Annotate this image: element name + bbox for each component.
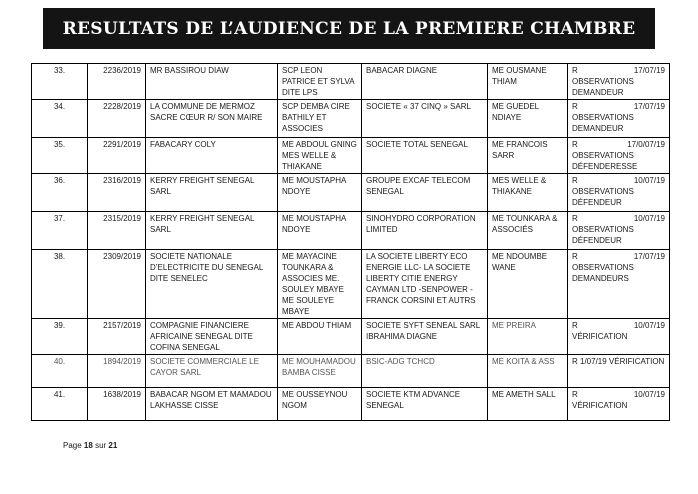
decision-cell [568,355,670,388]
decision-note: VÉRIFICATION [572,332,628,341]
row-number: 41. [32,388,88,421]
decision-prefix: R [572,252,578,261]
decision-cell [568,388,670,421]
decision-date: 10/07/19 [633,321,665,330]
decision-cell [568,212,670,250]
page-banner [43,8,655,49]
decision-cell [568,64,670,100]
table-row [32,174,670,212]
table-row [32,138,670,174]
defendant-counsel: MES WELLE & THIAKANE [488,174,568,212]
footer-page-word: Page [63,441,82,450]
plaintiff-counsel: ME MOUHAMADOU BAMBA CISSE [278,355,362,388]
plaintiff-counsel: SCP DEMBA CIRE BATHILY ET ASSOCIES [278,100,362,138]
decision-date: 17/07/19 [633,66,665,75]
decision-prefix: R [572,102,578,111]
footer-page-total: 21 [108,441,118,450]
decision-note: OBSERVATIONS DEMANDEUR [572,113,634,133]
decision-cell [568,174,670,212]
decision-prefix: R [572,390,578,399]
row-number: 37. [32,212,88,250]
case-number: 2291/2019 [88,138,146,174]
decision-cell [568,319,670,355]
decision-date: 17/0/07/19 [627,140,665,149]
footer-page-current: 18 [83,441,93,450]
decision-date: 10/07/19 [633,390,665,399]
plaintiff: MR BASSIROU DIAW [146,64,278,100]
decision-prefix: R [572,140,578,149]
plaintiff: SOCIETE NATIONALE D’ELECTRICITE DU SENEGAL DITE SENELEC [146,250,278,319]
page-footer [63,441,117,450]
decision-date: 17/07/19 [633,252,665,261]
case-number: 1638/2019 [88,388,146,421]
plaintiff: SOCIETE COMMERCIALE LE CAYOR SARL [146,355,278,388]
table-row [32,250,670,319]
row-number: 33. [32,64,88,100]
case-number: 1894/2019 [88,355,146,388]
table-row [32,100,670,138]
plaintiff-counsel: ME MOUSTAPHA NDOYE [278,212,362,250]
decision-date: 17/07/19 [633,102,665,111]
defendant-counsel: ME FRANCOIS SARR [488,138,568,174]
table-row [32,319,670,355]
plaintiff: KERRY FREIGHT SENEGAL SARL [146,212,278,250]
defendant: GROUPE EXCAF TELECOM SENEGAL [362,174,488,212]
case-number: 2316/2019 [88,174,146,212]
decision-prefix: R [572,66,578,75]
plaintiff: KERRY FREIGHT SENEGAL SARL [146,174,278,212]
plaintiff-counsel: ME ABDOU THIAM [278,319,362,355]
decision-note: OBSERVATIONS DÉFENDERESSE [572,151,638,171]
plaintiff: FABACARY COLY [146,138,278,174]
row-number: 34. [32,100,88,138]
decision-note: R 1/07/19 VÉRIFICATION [572,357,665,366]
decision-note: VÉRIFICATION [572,401,628,410]
table-row [32,212,670,250]
decision-prefix: R [572,214,578,223]
page-title: RESULTATS DE L’AUDIENCE DE LA PREMIERE CHAMBRE [62,18,636,39]
defendant-counsel: ME TOUNKARA & ASSOCIÉS [488,212,568,250]
case-number: 2236/2019 [88,64,146,100]
decision-cell [568,250,670,319]
decision-prefix: R [572,176,578,185]
table-row [32,64,670,100]
defendant: SOCIETE SYFT SENEAL SARL IBRAHIMA DIAGNE [362,319,488,355]
plaintiff-counsel: ME ABDOUL GNING MES WELLE & THIAKANE [278,138,362,174]
table-row [32,355,670,388]
plaintiff-counsel: SCP LEON PATRICE ET SYLVA DITE LPS [278,64,362,100]
plaintiff-counsel: ME MOUSTAPHA NDOYE [278,174,362,212]
defendant: BABACAR DIAGNE [362,64,488,100]
table-row [32,388,670,421]
decision-note: OBSERVATIONS DÉFENDEUR [572,225,634,245]
defendant: LA SOCIETE LIBERTY ECO ENERGIE LLC- LA SOCIETE LIBERTY CITIE ENERGY CAYMAN LTD -SENPOWER -FRANCK CORSINI ET AUTRS [362,250,488,319]
defendant-counsel: ME GUEDEL NDIAYE [488,100,568,138]
decision-prefix: R [572,321,578,330]
plaintiff-counsel: ME MAYACINE TOUNKARA & ASSOCIES ME. SOULEY MBAYE ME SOULEYE MBAYE [278,250,362,319]
decision-note: OBSERVATIONS DÉFENDEUR [572,187,634,207]
defendant: BSIC-ADG TCHCD [362,355,488,388]
decision-date: 10/07/19 [633,214,665,223]
decision-cell [568,100,670,138]
case-number: 2309/2019 [88,250,146,319]
footer-sur-word: sur [95,441,107,450]
hearing-results-table [31,63,670,421]
plaintiff-counsel: ME OUSSEYNOU NGOM [278,388,362,421]
decision-cell [568,138,670,174]
row-number: 39. [32,319,88,355]
plaintiff: COMPAGNIE FINANCIERE AFRICAINE SENEGAL DITE COFINA SENEGAL [146,319,278,355]
case-number: 2315/2019 [88,212,146,250]
defendant: SOCIETE TOTAL SENEGAL [362,138,488,174]
row-number: 36. [32,174,88,212]
defendant-counsel: ME AMETH SALL [488,388,568,421]
decision-note: OBSERVATIONS DEMANDEURS [572,263,634,283]
case-number: 2157/2019 [88,319,146,355]
defendant-counsel: ME KOITA & ASS [488,355,568,388]
row-number: 40. [32,355,88,388]
defendant: SINOHYDRO CORPORATION LIMITED [362,212,488,250]
plaintiff: LA COMMUNE DE MERMOZ SACRE CŒUR R/ SON MAIRE [146,100,278,138]
defendant-counsel: ME PREIRA [488,319,568,355]
decision-note: OBSERVATIONS DEMANDEUR [572,77,634,97]
defendant: SOCIETE KTM ADVANCE SENEGAL [362,388,488,421]
plaintiff: BABACAR NGOM ET MAMADOU LAKHASSE CISSE [146,388,278,421]
row-number: 35. [32,138,88,174]
decision-date: 10/07/19 [633,176,665,185]
defendant-counsel: ME OUSMANE THIAM [488,64,568,100]
case-number: 2228/2019 [88,100,146,138]
defendant: SOCIETE « 37 CINQ » SARL [362,100,488,138]
defendant-counsel: ME NDOUMBE WANE [488,250,568,319]
row-number: 38. [32,250,88,319]
